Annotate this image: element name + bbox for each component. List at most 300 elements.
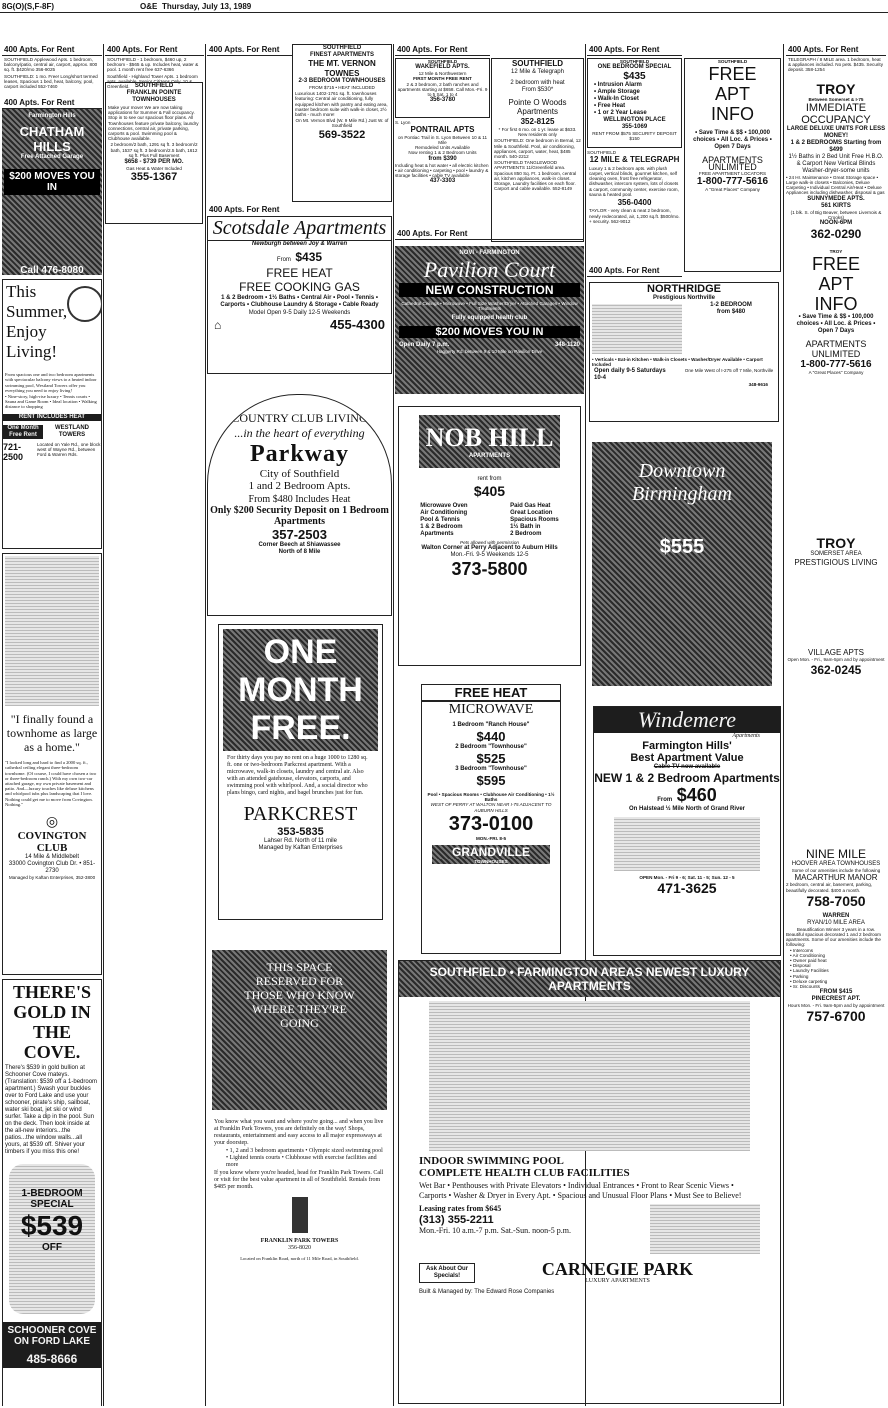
- ad-phone: 356-3780: [429, 97, 456, 104]
- ad-body: You know what you want and where you're going... and when you live at Franklin Park Towers, you are definitely on the way! Shops, restaurants, entertainment and easy access to all major expressways at your doorstep.: [214, 1119, 384, 1146]
- ad-phone: 471-3625: [657, 880, 717, 897]
- ad-phone: 355-1367: [130, 171, 178, 184]
- ad-address: on Pontiac Trail in S. Lyon Between 10 & 11 Mile: [397, 134, 488, 145]
- ad-tagline: A "Great Places" Company: [808, 370, 864, 376]
- ad-offer: $200 MOVES YOU IN: [399, 326, 580, 338]
- ad-features: Pool • Spacious Rooms • Clubhouse Air Conditioning • 1½ Baths: [427, 792, 555, 803]
- ad-deposit: Only $200 Security Deposit on 1 Bedroom Apartments: [210, 505, 389, 527]
- wakefield-ad: [395, 58, 490, 118]
- ad-offer: One Month Free Rent: [3, 425, 43, 439]
- chatham-hills-ad: [2, 109, 102, 275]
- ad-location: Corner Beech at Shiawassee North of 8 Mile: [258, 542, 341, 555]
- ad-body: Beautiful spacious decorated 1 and 2 bedroom apartments. Some of our amenities include the following:: [786, 931, 882, 948]
- classified-ad: SOUTHFIELD Applewood Apts. 1 bedroom, balcony/patio, central air, carport, approx. 800 sq. ft. $420/mo 356-9025: [4, 57, 98, 73]
- list-item: • 1 or 2 Year Lease: [594, 110, 647, 117]
- unit-type: 3 Bedroom "Townhouse": [455, 766, 527, 772]
- category-header: 400 Apts. For Rent: [587, 265, 682, 277]
- ad-phone: 352-8125: [520, 116, 555, 126]
- nob-hill-ad: [398, 406, 581, 666]
- ad-beds: 2-3 BEDROOM TOWNHOUSES: [298, 78, 386, 84]
- ad-included: Gas Heat & Water Included: [126, 166, 182, 172]
- ad-units: 2 bedroom/2 bath, 1291 sq ft. 3 bedroom/2 bath, 1537 sq ft. 3 bedroom/2.5 bath, 1612 sq ft. Plus Full Basement: [110, 142, 198, 158]
- ad-feature: FREE HEAT: [266, 266, 333, 280]
- category-header: 400 Apts. For Rent: [587, 44, 682, 56]
- feature-list: [786, 948, 886, 990]
- category-header: 400 Apts. For Rent: [105, 44, 204, 56]
- ad-off: OFF: [42, 1242, 62, 1254]
- ad-note: Now renting 1 & 2 Bedroom Units: [408, 150, 477, 156]
- westland-towers-ad: [2, 279, 102, 549]
- ad-from: From: [657, 797, 673, 803]
- scotsdale-ad: [207, 216, 392, 374]
- woman-photo: [5, 556, 99, 706]
- ad-location: NOVI - FARMINGTON: [459, 250, 520, 256]
- feature-list: [588, 82, 681, 117]
- ad-location: SOUTHFIELD: [322, 45, 362, 51]
- ad-location: One Mile West of I-275 off 7 Mile, Northville: [684, 368, 774, 374]
- ad-hours: OPEN Mon. - Fri 9 - 6; Sat. 11 - 5; Sun. 12 - 5: [639, 875, 735, 880]
- ad-headline: ONE MONTH FREE.: [223, 629, 378, 751]
- ad-hours: MON.-FRI. 8-5: [475, 835, 507, 841]
- ad-price: Leasing rates from $645: [419, 1204, 502, 1213]
- list-item: Great Location: [510, 510, 553, 516]
- ad-features: 1½ Baths in 2 Bed Unit Free H.B.O. & Carport New Vertical Blinds Washer-dryer-some units: [788, 153, 884, 174]
- ad-hours: Mon.-Fri. 10 a.m.-7 p.m. Sat.-Sun. noon-5 p.m.: [419, 1225, 571, 1235]
- ad-headline: FINEST APARTMENTS: [310, 52, 374, 58]
- ad-location: S. Lyon: [395, 120, 411, 125]
- ad-from: From: [276, 257, 291, 263]
- list-item: • Owner paid heat: [790, 957, 827, 963]
- ad-phone: 437-3303: [429, 178, 456, 185]
- ad-name: Windemere: [594, 707, 780, 733]
- ad-location: TROY: [829, 249, 843, 255]
- unit-price: $595: [476, 773, 506, 788]
- ad-name: Scotsdale Apartments: [208, 217, 391, 241]
- pontrail-ad: [395, 120, 490, 220]
- ad-feature: Fully equipped health club: [451, 315, 528, 322]
- list-item: • Air Conditioning: [790, 952, 826, 958]
- ad-address: 12 Mile & Northwestern: [418, 71, 467, 77]
- ad-body: There's $539 in gold bullion at Schooner Cove mateys. (Translation: $539 off a 1-bedroom apartment.) Swash your buckles over to Ford Lake and use your schooner, pirate's ship, sailboat, water ski boat, jet ski or wind surfer. Take a dip in the pool. Sun on the deck. Then look inside at the all-new interiors...the patios...the window walls...all yours, at $539 off. Shiver your timbers if you miss this one!: [5, 1065, 98, 1156]
- ad-name: Pavilion Court: [423, 257, 556, 282]
- ad-name: NOB HILL: [425, 423, 554, 452]
- ad-headline: MICROWAVE: [448, 702, 534, 717]
- list-item: Apartments: [420, 531, 454, 537]
- feature-list-right: [510, 503, 559, 538]
- ad-name: CHATHAM HILLS: [19, 124, 85, 155]
- ad-beds: NEW 1 & 2 Bedroom Apartments: [594, 771, 780, 785]
- ad-location: Walton Corner at Perry Adjacent to Auburn Hills: [421, 545, 558, 552]
- ad-address: 561 KIRTS: [821, 202, 851, 209]
- ad-phone: 569-3522: [318, 128, 366, 141]
- ad-manager: Managed by Kaftan Enterprises: [258, 845, 343, 851]
- ad-price: $460: [676, 785, 717, 805]
- ad-phone: 721-2500: [3, 441, 24, 462]
- ad-subheadline: Apartments: [732, 733, 760, 739]
- ad-hours: Mon.-Fri. 9-5 Weekends 12-5: [450, 552, 529, 559]
- category-header: 400 Apts. For Rent: [395, 228, 584, 240]
- ad-name: WESTLAND TOWERS: [55, 424, 89, 438]
- ad-location: Lahser Rd. North of 11 mile: [264, 838, 337, 844]
- ad-name: APARTMENTS UNLIMITED: [805, 339, 867, 360]
- franklin-pointe-ad: [105, 82, 203, 224]
- ad-body: 2 & 3 bedroom, 2 bath ranches and apartments starting at $658. Call Mon.-Fri. 9 to 5 Sat. 1 to 4: [397, 81, 488, 98]
- ad-name: PARKCREST: [243, 803, 358, 825]
- ad-name: FRANKLIN PARK TOWERS: [260, 1238, 339, 1244]
- ad-hours: Hours Mon. - Fri. 9am-5pm and by appointment: [787, 1003, 885, 1009]
- ad-name: APARTMENTS UNLIMITED: [702, 155, 763, 173]
- ad-name: COVINGTON CLUB: [17, 830, 87, 855]
- ad-name: WARREN: [822, 912, 850, 919]
- ad-note: (1 blk. S. of Big Beaver, between Livernois & Crooks): [790, 209, 882, 220]
- ad-banner: SOUTHFIELD • FARMINGTON AREAS NEWEST LUXURY APARTMENTS: [399, 961, 780, 997]
- ad-name: NORTHRIDGE: [647, 283, 721, 295]
- ad-features: • Verticals • Eat-in Kitchen • Walk-in Closets • Washer/Dryer Available • Carport Included: [592, 357, 763, 368]
- gold-pot-illustration: [9, 1164, 95, 1314]
- list-item: • Disposal: [790, 963, 811, 969]
- list-item: • Intrusion Alarm: [594, 82, 642, 89]
- ad-body: Make your move! We are now taking applications for Summer & Fall occupancy. Stop in to see our spacious floor plans. All Townhouses feature private balcony, laundry connections, central air, private parking, carports & pool. Swimming pool & Clubhouse available.: [108, 105, 199, 142]
- list-item: Paid Gas Heat: [510, 503, 551, 509]
- ad-feature: Free Attached Garage: [20, 154, 84, 161]
- parkway-ad: [207, 394, 392, 616]
- carnegie-park-ad: [398, 960, 781, 1404]
- ad-phone: 348-1120: [554, 342, 580, 349]
- classified-ad: TAYLOR - very clean & neat 2 bedroom, newly redecorated, air, 1,200 sq.ft. $500/mo. + security. 562-9012: [589, 208, 680, 224]
- ad-headline: INFO: [711, 104, 754, 125]
- unit-type: 1 Bedroom "Ranch House": [452, 722, 530, 728]
- ad-price: From $480 Includes Heat: [248, 494, 351, 505]
- ad-address: On Mt. Vernon Blvd (W. 9 Mile Rd.) Just W. of Southfield: [295, 118, 389, 129]
- ad-address: Located on Yale Rd., one block west of Wayne Rd., between Ford & Warren Rds.: [37, 441, 101, 458]
- ad-headline: APT: [714, 84, 750, 105]
- ad-builder: Built & Managed by: The Edward Rose Companies: [419, 1289, 555, 1295]
- list-item: • Parking: [790, 973, 809, 979]
- ad-location: SOUTHFIELD: [587, 150, 617, 155]
- ad-body: For thirty days you pay no rent on a huge 1000 to 1280 sq. ft. one or two-bedroom Parkcrest apartment. With a microwave, walk-in closets, laundry and central air. Also with an attended gatehouse, elevators, carports, and swimming pool with whirlpool. And, a social director who plans bingo, card nights, and bagel brunches just for fun.: [227, 755, 368, 796]
- ad-name: PONTRAIL APTS: [410, 125, 475, 135]
- ad-subheadline: FREE APARTMENT LOCATORS: [698, 171, 767, 177]
- ad-name: SUNNYMEDE APTS.: [807, 195, 865, 202]
- ad-headline: INDOOR SWIMMING POOL: [419, 1155, 564, 1167]
- ad-subheadline: SOMERSET AREA: [810, 551, 862, 558]
- ad-headline: COMPLETE HEALTH CLUB FACILITIES: [419, 1167, 630, 1179]
- ad-features: • 1, 2 and 3 bedroom apartments • Olympic sized swimming pool • Lighted tennis courts • Clubhouse with exercise facilities and more: [226, 1148, 383, 1168]
- ad-note: Remodeled Units Available: [415, 145, 470, 151]
- northridge-ad: [589, 282, 779, 422]
- list-item: • Walk-In Closet: [594, 96, 639, 103]
- ad-body: From spacious one and two bedroom apartments with spectacular balcony views to a heated indoor swimming pool, Westland Towers offer you everything you need to enjoy living!: [5, 372, 97, 393]
- ad-price: $555: [659, 536, 705, 558]
- ad-body: Luxurious 1402-1761 sq. ft. townhouses featuring: Central air conditioning, fully equipped kitchen with pantry and eating area, master bedroom suite with walk-in closet, 2½ baths - much more!: [295, 91, 388, 118]
- paper-name: O&E: [140, 2, 158, 11]
- ad-name: THE MT. VERNON TOWNES: [308, 59, 376, 78]
- location-map: [614, 817, 760, 871]
- ad-subheadline: HOOVER AREA TOWNHOUSES: [791, 860, 881, 867]
- ad-phone: 348-9616: [748, 382, 768, 388]
- ad-name: Parkway: [250, 441, 349, 467]
- ad-features: Wet Bar • Penthouses with Private Elevators • Individual Entrances • Front to Rear Scenic Views • Carports • Washer & Dryer in Every Apt. • Spacious and Unusual Floor Plans • Must See to Believe!: [419, 1181, 742, 1200]
- ad-name: NINE MILE: [805, 846, 866, 861]
- twelve-mile-telegraph-ad: [587, 150, 682, 260]
- ad-headline: THIS SPACE RESERVED FOR THOSE WHO KNOW WHERE THEY'RE GOING: [244, 960, 355, 1030]
- specials-callout: Ask About Our Specials!: [419, 1263, 475, 1283]
- ad-phone: 1-800-777-5616: [800, 359, 872, 371]
- ad-location: Farmington Hills': [642, 740, 732, 752]
- list-item: 1 & 2 Bedroom: [420, 524, 463, 530]
- ad-price: from $390: [428, 155, 457, 162]
- ad-price: $435: [295, 250, 323, 264]
- ad-address: 12 Mile & Telegraph: [511, 68, 564, 75]
- ad-feature: FREE COOKING GAS: [239, 280, 360, 294]
- ad-headline: THERE'S GOLD IN THE COVE.: [12, 982, 92, 1063]
- ad-hours: Open Mon. - Fri., 9am-5pm and by appointment: [787, 657, 885, 663]
- ad-rent: FROM $715 • HEAT INCLUDED: [309, 85, 375, 90]
- ad-subheadline: LARGE DELUXE UNITS FOR LESS MONEY!: [786, 125, 886, 139]
- ad-body: 2 bedroom, central air, basement, parking, beautifully decorated. $400 a month.: [786, 882, 873, 893]
- schooner-cove-ad: [2, 979, 102, 1406]
- ad-subheadline: RYAN/10 MILE AREA: [807, 919, 865, 926]
- pavilion-court-ad: [395, 246, 584, 394]
- list-item: • Deluxe carpeting: [790, 978, 828, 984]
- ad-location: Newburgh between Joy & Warren: [251, 241, 348, 247]
- ad-manager: Managed by Kaftan Enterprises, 352-3800: [8, 875, 96, 881]
- ad-phone: (313) 355-2211: [419, 1213, 494, 1226]
- ad-price: From $530*: [521, 86, 554, 93]
- ad-amount: $539: [20, 1210, 84, 1242]
- ad-hours: Open daily 9-5 Saturdays 10-4: [594, 368, 666, 382]
- classified-ad: SOUTHFIELD: One bedroom in Bernal, 12 Mile & Southfield. Pool, air conditioning, appliances, carport, water, heat, $485 month. 540-2212: [494, 138, 581, 160]
- category-header: 400 Apts. For Rent: [2, 97, 102, 109]
- downtown-birmingham-ad: [592, 442, 772, 686]
- ad-city: City of Southfield: [259, 468, 340, 480]
- ad-name: WELLINGTON PLACE: [603, 117, 666, 124]
- ad-location: SOUTHFIELD: [619, 59, 650, 64]
- ad-headline: FREE: [811, 254, 860, 275]
- ad-features: • Save Time & $$ • 100,000 choices • All Loc. & Prices • Open 7 Days: [693, 130, 772, 151]
- column-7: [786, 44, 886, 1406]
- mt-vernon-townes-ad: [292, 44, 392, 202]
- feature-list-left: [420, 503, 467, 538]
- ad-headline: COUNTRY CLUB LIVING: [231, 411, 368, 425]
- ad-address: 14 Mile & Middlebelt: [24, 854, 80, 861]
- ad-phone: 373-5800: [451, 559, 528, 580]
- ad-features: • 24 Hr. Maintenance • Great Storage space • Large walk-in closets • Balconies, Deluxe Carpeting • Individual Central Air/Heat • Deluxe Appliances including dishwasher, disposal & gas: [786, 174, 885, 196]
- ad-name: GRANDVILLE: [432, 845, 550, 859]
- ad-features: Cathedral Ceilings • Microwave • Full Size Washer/Dryer • Attached Garages • Window Treatments: [401, 301, 578, 312]
- ad-feature: Cable TV now available: [653, 764, 721, 770]
- classified-ad: SOUTHFIELD - 1 bedroom, $460 up, 2 bedroom - $565 & up. Includes heat, water & pool. 1 month rent free 637-6366: [107, 57, 199, 73]
- ad-phone: 455-4300: [330, 317, 385, 332]
- category-header: 400 Apts. For Rent: [207, 204, 392, 214]
- list-item: Pool & Tennis: [420, 517, 460, 523]
- location-map: [592, 304, 682, 354]
- list-item: 2 Bedroom: [510, 531, 542, 537]
- classified-ad: SOUTHFIELD TANGLEWOOD APARTMENTS 11/Greenfield area. Spacious 850 Sq. Ft. 1 bedroom, central air, kitchen appliances, walk-in closet. Storage, Laundry facilities on each floor. Carport and cable available. 552-8149: [494, 160, 577, 192]
- ad-headline: PRESTIGIOUS LIVING: [794, 558, 878, 568]
- ad-name: CARNEGIE PARK: [541, 1259, 694, 1279]
- ad-phone: 362-0245: [810, 662, 862, 677]
- ad-body: Some of our amenities include the following: [791, 867, 881, 873]
- column-3-top: [207, 44, 292, 202]
- ad-name: VILLAGE APTS: [807, 647, 865, 657]
- building-photo: [429, 1001, 750, 1151]
- ad-name: SCHOONER COVE ON FORD LAKE: [3, 1322, 101, 1350]
- list-item: • Ample Storage: [594, 89, 640, 96]
- ad-name: 12 MILE & TELEGRAPH: [589, 155, 680, 165]
- ad-name: TROY: [816, 535, 856, 552]
- list-item: • Laundry Facilities: [790, 968, 829, 974]
- ad-phone: 757-6700: [806, 1008, 866, 1025]
- ad-phone: 357-2503: [272, 527, 327, 542]
- ad-phone: 485-8666: [3, 1350, 101, 1368]
- list-item: Air Conditioning: [420, 510, 468, 516]
- ad-location: Farmington Hills: [28, 113, 76, 120]
- ad-special: 1-BEDROOM SPECIAL: [21, 1188, 83, 1211]
- category-header: 400 Apts. For Rent: [786, 44, 886, 56]
- franklin-park-towers-ad: [212, 1118, 387, 1406]
- ad-phone: 373-0100: [448, 812, 534, 835]
- ad-phone: 362-0290: [810, 227, 862, 242]
- ad-beds: 1 and 2 Bedroom Apts.: [248, 480, 351, 492]
- grandville-ad: [421, 684, 561, 954]
- category-header: 400 Apts. For Rent: [207, 44, 292, 56]
- ad-note: RENT FROM $575 SECURITY DEPOSIT $150: [592, 131, 677, 142]
- ad-tagline: A "Great Places" Company: [705, 187, 760, 193]
- wellington-place-ad: [587, 58, 682, 148]
- ad-beds: 1-2 BEDROOM: [710, 302, 752, 308]
- ad-hours: Model Open 9-5 Daily 12-5 Weekends: [248, 310, 351, 316]
- ad-from: rent from: [477, 476, 502, 482]
- ad-phone: 355-1069: [621, 124, 648, 131]
- ad-location: Between Somerset & I-75: [808, 96, 864, 102]
- ad-price: $435: [623, 71, 646, 83]
- list-item: 1½ Bath in: [510, 524, 541, 530]
- classified-ad: Southfield - Highland Tower Apts. 1 bedroom apts. available. Senior Citizens Only. 10 & Greenfield.: [107, 73, 198, 90]
- ad-feature: 2 bedroom with heat: [510, 79, 565, 86]
- unit-price: $525: [476, 751, 506, 766]
- ad-body: Luxury 1 & 2 bedroom apts. with plush carpet, vertical blinds, gourmet kitchen, self cleaning oven, frost free refrigerator, dishwasher, intercom system, lots of closets & carport, community center, exercise room, sauna & heated pool.: [589, 165, 679, 197]
- ad-phone: 1-800-777-5616: [696, 176, 769, 188]
- pointe-o-woods-ad: [491, 58, 584, 242]
- ad-hours: NOON-6PM: [819, 220, 853, 227]
- ad-note: Pets allowed with permission: [460, 540, 519, 545]
- category-header: 400 Apts. For Rent: [395, 44, 490, 56]
- ad-headline: INFO: [814, 294, 858, 315]
- covington-logo-icon: ◎: [45, 813, 59, 830]
- ad-included: Including heat & hot water • all electric kitchen • air conditioning • carpeting • pool • laundry & storage facilities • cable TV available: [395, 162, 489, 178]
- ad-phone: 353-5835: [277, 826, 324, 838]
- ad-price: $405: [473, 483, 506, 499]
- tennis-racket-icon: [67, 286, 102, 322]
- classified-ad: TELEGRAPH / 8 MILE area. 1 bedroom, heat & appliances included. No pets. $435. Security deposit. 358-1254: [788, 57, 883, 73]
- ad-name: SOUTHFIELD: [511, 59, 564, 68]
- ad-headline: ONE BEDROOM SPECIAL: [597, 64, 672, 71]
- space-reserved-banner: [212, 950, 387, 1110]
- ad-quote: "I finally found a townhome as large as a home.": [6, 712, 98, 755]
- ad-subheadline: NEW CONSTRUCTION: [399, 283, 580, 297]
- covington-club-ad: [2, 553, 102, 975]
- ad-note: * For first 6 mo. on 1 yr. lease at $633. New residents only: [498, 127, 577, 138]
- ad-name: TROY: [816, 80, 856, 97]
- column-1: [2, 44, 102, 1406]
- ad-headline: This Summer, Enjoy Living!: [6, 282, 68, 362]
- ad-offer: $200 MOVES YOU IN: [4, 169, 100, 195]
- ad-features: • Save Time & $$ • 100,000 choices • All Loc. & Prices • Open 7 Days: [796, 314, 876, 335]
- ad-phone: 356-0400: [617, 197, 652, 207]
- ad-body: "I looked long and hard to find a 2000 sq. ft., cathedral ceiling elegant three-bedroom townhome. (Of course, I could have chosen a two or three-bedroom ranch.) With my own two-car attached garage, my own private basement and patio. And—luxury touches like deluxe kitchens and whirlpool tubs plus landscaping that I love. Nothing could get me to move from Covington. Nothing.": [5, 760, 97, 807]
- ad-address: Haggerty Rd. between 9 & 10 Mile on Pavilion Drive: [436, 349, 543, 355]
- ad-name: FRANKLIN POINTE TOWNHOUSES: [126, 90, 182, 103]
- ad-headline: FREE: [708, 64, 757, 85]
- apartments-unlimited-ad: [684, 58, 781, 272]
- ad-price: FROM $415: [819, 989, 853, 996]
- towers-logo-icon: [292, 1197, 308, 1233]
- ad-location: WEST OF PERRY AT WALTON NEAR I-75 ADJACENT TO AUBURN HILLS: [430, 802, 552, 813]
- list-item: Microwave Oven: [420, 503, 468, 509]
- ad-price: $658 - $739 PER MO.: [124, 159, 184, 166]
- section-label: 8G(O)(S,F-8F): [2, 2, 54, 11]
- ad-location: Located on Franklin Road, north of 11 Mile Road, in Southfield.: [240, 1256, 359, 1261]
- ad-address: 33000 Covington Club Dr. • 851-2730: [8, 861, 96, 875]
- category-header: 400 Apts. For Rent: [2, 44, 102, 56]
- ad-subheadline: TOWNHOUSES: [432, 859, 550, 864]
- ad-headline: APT: [818, 274, 854, 295]
- ad-phone: 758-7050: [806, 892, 866, 909]
- ad-subheadline: LUXURY APARTMENTS: [585, 1278, 650, 1284]
- classified-ad: SOUTHFIELD: 1 mo. Free! Long/short termed leases, Spacious 1 bed, heat, balcony, pool, carport included 552-7460: [4, 73, 98, 90]
- ad-headline: FREE HEAT: [422, 685, 560, 702]
- list-item: Spacious Rooms: [510, 517, 559, 523]
- equal-housing-icon: ⌂: [214, 317, 222, 332]
- ad-offer: FIRST MONTH FREE RENT: [413, 76, 472, 82]
- ad-subheadline: Prestigious Northville: [652, 295, 715, 301]
- ad-name: Pointe O Woods Apartments: [508, 97, 567, 116]
- ad-banner: RENT INCLUDES HEAT: [3, 414, 101, 421]
- ad-hours: Open Daily 7 p.m.: [399, 342, 450, 349]
- ad-award: Beautification Winner 3 years in a row.: [796, 926, 876, 932]
- ad-name: MACARTHUR MANOR: [794, 872, 878, 882]
- parkcrest-ad: [218, 624, 383, 920]
- ad-phone: Call 476-8080: [20, 265, 84, 277]
- ad-location: SOUTHFIELD: [134, 83, 174, 89]
- ad-subheadline: APARTMENTS: [468, 453, 511, 459]
- ad-location: On Halstead ½ Mile North of Grand River: [628, 806, 746, 812]
- windemere-ad: [593, 706, 781, 956]
- location-map: [650, 1204, 760, 1254]
- ad-features: • Nine-story, high-rise luxury • Tennis courts • Sauna and Game Room • Ideal location • Walking distance to shopping: [5, 394, 97, 410]
- ad-beds: 1 & 2 BEDROOMS Starting from $499: [790, 139, 882, 153]
- ad-name: Downtown Birmingham: [632, 460, 732, 505]
- page-date: Thursday, July 13, 1989: [162, 2, 252, 11]
- list-item: • Sr. Discounts: [790, 983, 820, 989]
- ad-location: SOUTHFIELD: [427, 59, 458, 64]
- list-item: • Free Heat: [594, 103, 626, 110]
- ad-headline: IMMEDIATE OCCUPANCY: [801, 101, 871, 126]
- unit-type: 2 Bedroom "Townhouse": [455, 744, 527, 750]
- ad-headline: Best Apartment Value: [630, 752, 744, 764]
- ad-body: If you know where you're headed, head for Franklin Park Towers. Call or visit for the best value apartment in all of Southfield. Rentals from $485 per month.: [214, 1170, 384, 1190]
- ad-location: SOUTHFIELD: [717, 59, 748, 64]
- ad-name: WAKEFIELD APTS.: [415, 64, 470, 71]
- unit-price: $440: [476, 729, 506, 744]
- list-item: • Intercoms: [790, 947, 814, 953]
- ad-name: PINECREST APT.: [811, 996, 861, 1003]
- ad-price: from $480: [716, 309, 746, 315]
- ad-phone: 356-8020: [288, 1245, 311, 1251]
- ad-subheadline: ...in the heart of everything: [234, 426, 365, 440]
- ad-features: 1 & 2 Bedroom • 1½ Baths • Central Air • Pool • Tennis • Carports • Clubhouse Laundry & Storage • Cable Ready: [220, 295, 379, 308]
